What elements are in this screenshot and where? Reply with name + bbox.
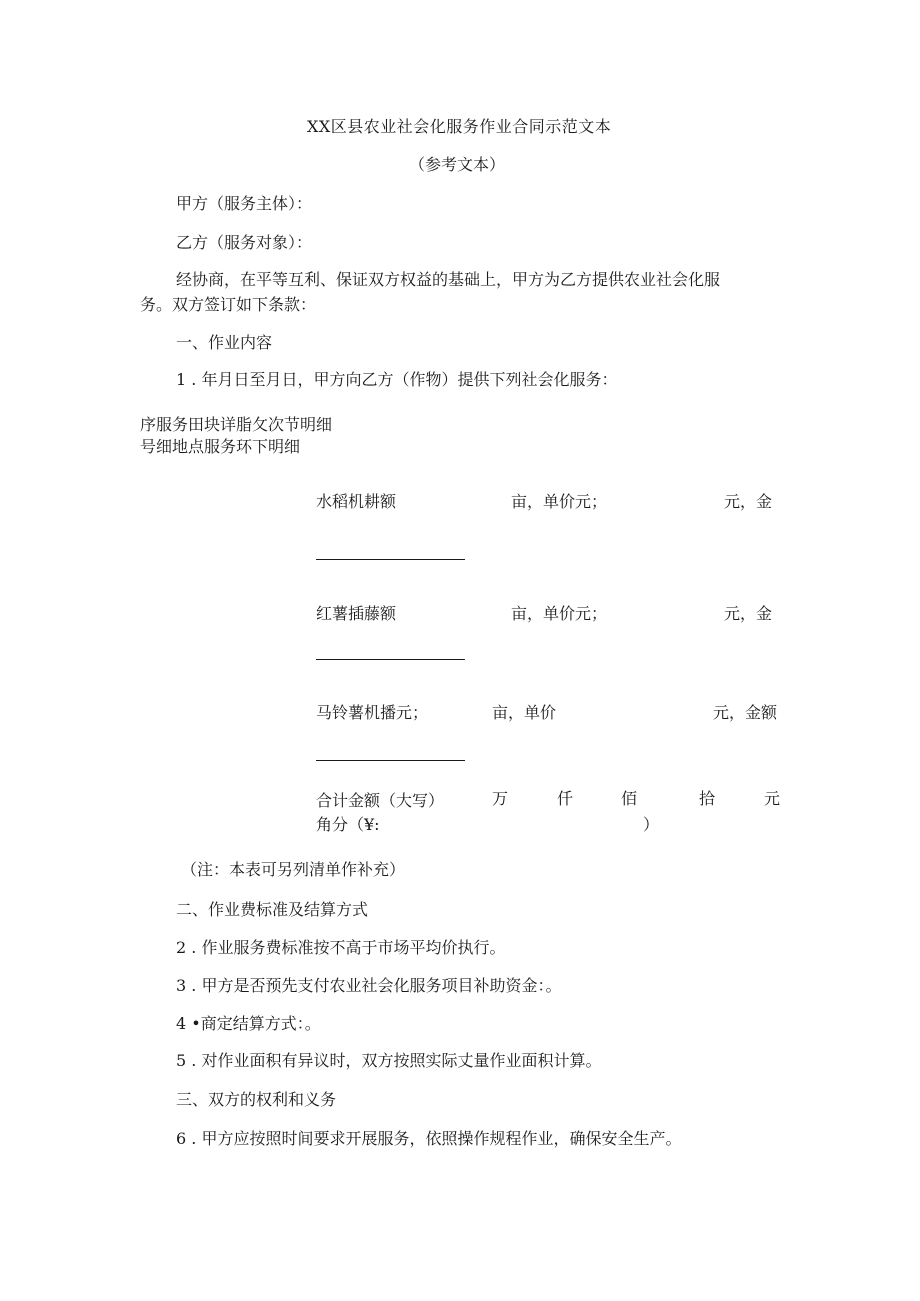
document-title: XX区县农业社会化服务作业合同示范文本: [307, 117, 612, 136]
section-3-heading: 三、双方的权利和义务: [176, 1090, 337, 1109]
total-unit-wan: 万: [492, 789, 509, 808]
service-item-unit: 亩，单价元；: [511, 492, 608, 511]
service-item-amount: 元，金: [724, 604, 773, 623]
clause-4: 4 •商定结算方式：。: [176, 1014, 321, 1033]
clause-2: 2 . 作业服务费标准按不高于市场平均价执行。: [176, 938, 506, 957]
total-unit-bai: 佰: [621, 789, 638, 808]
clause-6: 6 . 甲方应按照时间要求开展服务，依照操作规程作业，确保安全生产。: [176, 1129, 682, 1148]
table-header-row1: 序服务田块详脂攵次节明细: [140, 415, 333, 434]
total-line2-left: 角分（¥:: [316, 815, 380, 834]
service-item-name: 红薯插藤额: [316, 604, 397, 623]
service-item-name: 水稻机耕额: [316, 492, 397, 511]
table-note: （注：本表可另列清单作补充）: [181, 860, 406, 879]
party-b-line: 乙方（服务对象）：: [176, 233, 313, 252]
service-item-unit: 亩，单价: [492, 703, 557, 722]
clause-5: 5 . 对作业面积有异议时，双方按照实际丈量作业面积计算。: [176, 1051, 602, 1070]
total-unit-yuan: 元: [764, 789, 781, 808]
service-item-name: 马铃薯机播元；: [316, 703, 429, 722]
section-2-heading: 二、作业费标准及结算方式: [176, 900, 369, 919]
blank-underline: [316, 659, 465, 660]
intro-paragraph-line2: 务。双方签订如下条款：: [140, 295, 317, 314]
intro-paragraph-line1: 经协商，在平等互利、保证双方权益的基础上，甲方为乙方提供农业社会化服: [176, 270, 721, 289]
party-a-line: 甲方（服务主体）：: [176, 194, 313, 213]
section-1-heading: 一、作业内容: [176, 333, 273, 352]
table-header-row2: 号细地点服务环下明细: [140, 437, 301, 456]
total-unit-qian: 仟: [557, 789, 574, 808]
service-item-amount: 元，金: [724, 492, 773, 511]
clause-1: 1 . 年月日至月日，甲方向乙方（作物）提供下列社会化服务：: [176, 370, 618, 389]
service-item-amount: 元，金额: [713, 703, 778, 722]
total-unit-shi: 拾: [699, 789, 716, 808]
blank-underline: [316, 760, 465, 761]
total-line2-right: ）: [643, 815, 660, 834]
total-amount-label: 合计金额（大写）: [316, 791, 445, 810]
service-item-unit: 亩，单价元；: [511, 604, 608, 623]
document-subtitle: （参考文本）: [409, 155, 506, 174]
clause-3: 3 . 甲方是否预先支付农业社会化服务项目补助资金：。: [176, 976, 562, 995]
blank-underline: [316, 559, 465, 560]
